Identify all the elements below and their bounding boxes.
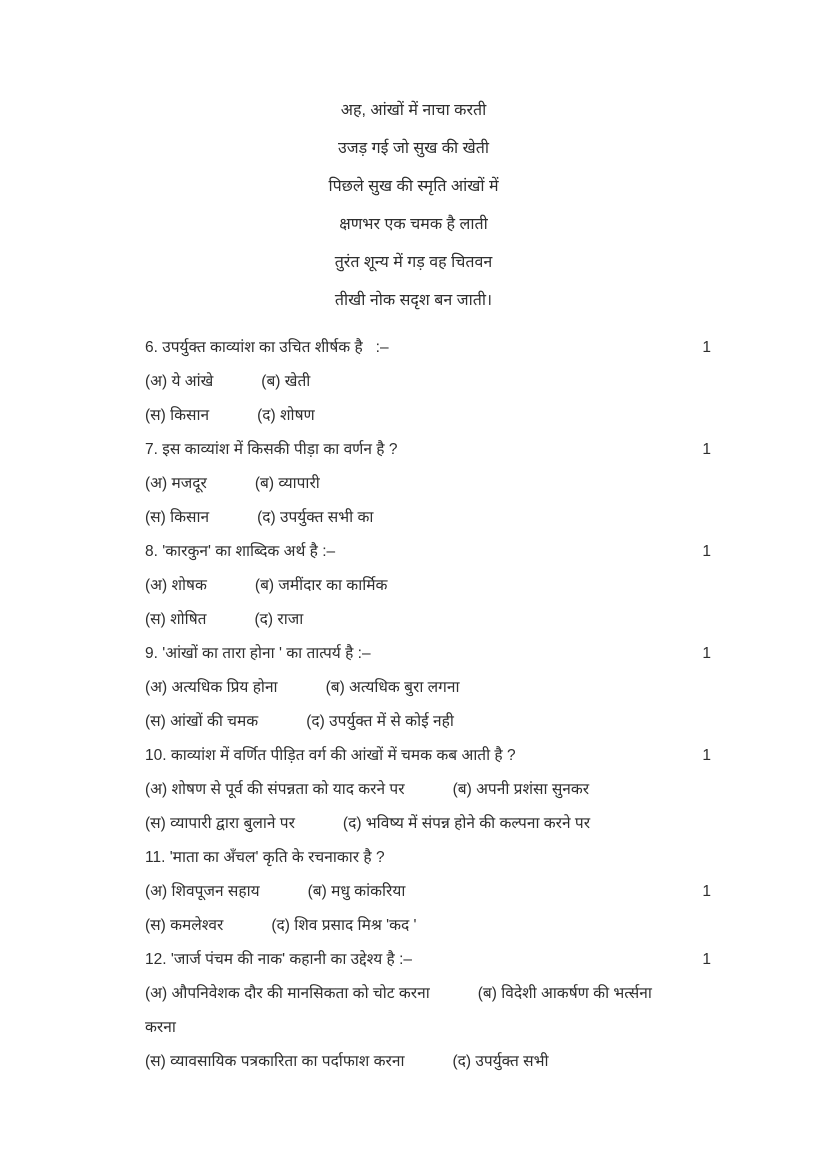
option-label: (ब)	[261, 373, 281, 390]
option-label: (ब)	[325, 679, 345, 696]
option	[254, 611, 303, 628]
question-text-line	[145, 637, 711, 671]
question-block	[145, 637, 711, 739]
option-text: उपर्युक्त में से कोई नही	[324, 713, 454, 730]
option-text: आंखों की चमक	[165, 713, 259, 730]
question-block	[145, 943, 711, 1079]
question-text: इस काव्यांश में किसकी पीड़ा का वर्णन है ?	[157, 441, 398, 458]
option	[145, 917, 223, 934]
question-marks: 1	[702, 543, 711, 560]
option-gap	[278, 691, 326, 692]
option-gap	[258, 725, 306, 726]
question-number: 7.	[145, 441, 158, 458]
option-gap	[206, 623, 254, 624]
question-text: 'जार्ज पंचम की नाक' कहानी का उद्देश्य है :–	[166, 951, 413, 968]
option-label: (अ)	[145, 373, 168, 390]
option-text: मजदूर	[167, 475, 207, 492]
option-text: औपनिवेशक दौर की मानसिकता को चोट करना	[167, 985, 430, 1002]
option-text: उपर्युक्त सभी	[471, 1053, 549, 1070]
option	[145, 611, 206, 628]
question-number: 9.	[145, 645, 158, 662]
option-text: अत्यधिक बुरा लगना	[344, 679, 460, 696]
question-marks: 1	[702, 441, 711, 458]
questions-list	[145, 331, 711, 1079]
question-marks: 1	[702, 645, 711, 662]
question-marks: 1	[702, 339, 711, 356]
option-gap	[223, 929, 271, 930]
option-text: शिवपूजन सहाय	[167, 883, 260, 900]
option-gap	[213, 385, 261, 386]
question-number: 10.	[145, 747, 167, 764]
option-label: (स)	[145, 917, 166, 934]
option-text: अत्यधिक प्रिय होना	[167, 679, 278, 696]
question-text: काव्यांश में वर्णित पीड़ित वर्ग की आंखों में चमक कब आती है ?	[166, 747, 516, 764]
option-row	[145, 977, 711, 1045]
question-text-line	[145, 535, 711, 569]
option-text: शोषण	[275, 407, 315, 424]
option	[145, 985, 430, 1002]
poem-line: पिछले सुख की स्मृति आंखों में	[328, 178, 499, 195]
option-text: शोषण से पूर्व की संपन्नता को याद करने पर	[167, 781, 405, 798]
option-gap	[209, 521, 257, 522]
question-text: 'आंखों का तारा होना ' का तात्पर्य है :–	[157, 645, 371, 662]
option-row	[145, 467, 711, 501]
option-gap	[207, 589, 255, 590]
option-text: भविष्य में संपन्न होने की कल्पना करने पर	[361, 815, 591, 832]
option-text: जमींदार का कार्मिक	[274, 577, 388, 594]
option-text: शिव प्रसाद मिश्र 'कद '	[289, 917, 417, 934]
option	[255, 577, 388, 594]
option-text: शोषक	[167, 577, 207, 594]
option	[453, 781, 590, 798]
option	[145, 407, 209, 424]
option-label: (स)	[145, 815, 166, 832]
question-marks: 1	[702, 883, 711, 900]
poem-line: तीखी नोक सदृश बन जाती।	[334, 292, 493, 309]
option-label: (द)	[271, 917, 290, 934]
question-block	[145, 331, 711, 433]
option-label: (ब)	[307, 883, 327, 900]
option	[145, 713, 258, 730]
poem-line: क्षणभर एक चमक है लाती	[339, 216, 488, 233]
question-block	[145, 739, 711, 841]
option-row	[145, 603, 711, 637]
option-text: उपर्युक्त सभी का	[275, 509, 374, 526]
option-label: (द)	[257, 509, 276, 526]
question-number: 12.	[145, 951, 167, 968]
option	[145, 815, 295, 832]
option-row	[145, 671, 711, 705]
option-label: (स)	[145, 509, 166, 526]
option-text: व्यापारी द्वारा बुलाने पर	[165, 815, 295, 832]
option	[343, 815, 590, 832]
question-number: 6.	[145, 339, 158, 356]
option-label: (द)	[342, 815, 362, 832]
option-text: राजा	[273, 611, 304, 628]
option-row	[145, 501, 711, 535]
option-row	[145, 875, 711, 909]
question-text-line	[145, 331, 711, 365]
option	[145, 373, 213, 390]
option-row	[145, 569, 711, 603]
option-label: (अ)	[145, 577, 168, 594]
option-gap	[207, 487, 255, 488]
question-text: 'कारकुन' का शाब्दिक अर्थ है :–	[157, 543, 336, 560]
option	[145, 781, 405, 798]
option	[145, 475, 207, 492]
question-text-line	[145, 943, 711, 977]
option-label: (द)	[452, 1053, 472, 1070]
option	[145, 1053, 405, 1070]
poem-line: उजड़ गई जो सुख की खेती	[338, 140, 489, 157]
option-text: किसान	[165, 407, 210, 424]
option-row	[145, 365, 711, 399]
question-number: 8.	[145, 543, 158, 560]
option-label: (अ)	[145, 475, 168, 492]
question-marks: 1	[702, 951, 711, 968]
option	[145, 883, 260, 900]
question-block	[145, 841, 711, 943]
option-row	[145, 909, 711, 943]
option	[306, 713, 454, 730]
option	[453, 1053, 549, 1070]
option-label: (ब)	[452, 781, 472, 798]
option-label: (स)	[145, 407, 166, 424]
option	[261, 373, 310, 390]
option-label: (अ)	[145, 883, 168, 900]
option-text: किसान	[165, 509, 210, 526]
question-block	[145, 535, 711, 637]
option	[257, 509, 373, 526]
option	[308, 883, 406, 900]
question-text: उपर्युक्त काव्यांश का उचित शीर्षक है :–	[157, 339, 389, 356]
question-number: 11.	[145, 849, 166, 866]
option-gap	[209, 419, 257, 420]
option-gap	[405, 793, 453, 794]
option-text: शोषित	[165, 611, 207, 628]
option-label: (स)	[145, 713, 166, 730]
option-text: कमलेश्वर	[165, 917, 224, 934]
option-label: (अ)	[145, 985, 168, 1002]
option-text: विदेशी आकर्षण की भर्त्सना करना	[145, 985, 657, 1036]
option-text: ये आंखे	[167, 373, 214, 390]
option-label: (द)	[254, 611, 274, 628]
option-row	[145, 399, 711, 433]
option-row	[145, 807, 711, 841]
poem-stanza	[0, 92, 827, 320]
option-row	[145, 1045, 711, 1079]
option	[271, 917, 416, 934]
option-label: (ब)	[254, 577, 275, 594]
option-text: अपनी प्रशंसा सुनकर	[471, 781, 590, 798]
option-gap	[405, 1065, 453, 1066]
option-text: व्यापारी	[274, 475, 320, 492]
option-label: (द)	[306, 713, 325, 730]
option-label: (अ)	[145, 679, 168, 696]
option-row	[145, 773, 711, 807]
option-label: (स)	[145, 611, 166, 628]
option-text: व्यावसायिक पत्रकारिता का पर्दाफाश करना	[165, 1053, 405, 1070]
question-text-line	[145, 739, 711, 773]
question-block	[145, 433, 711, 535]
option	[145, 509, 209, 526]
option-gap	[260, 895, 308, 896]
option	[255, 475, 320, 492]
option-gap	[430, 997, 478, 998]
option-label: (स)	[145, 1053, 166, 1070]
option-label: (अ)	[145, 781, 168, 798]
question-text-line	[145, 433, 711, 467]
option	[145, 679, 278, 696]
option-text: खेती	[280, 373, 311, 390]
option	[257, 407, 315, 424]
option	[145, 577, 207, 594]
question-marks: 1	[702, 747, 711, 764]
option-label: (द)	[257, 407, 276, 424]
option-row	[145, 705, 711, 739]
option-label: (ब)	[477, 985, 497, 1002]
option-gap	[295, 827, 343, 828]
option	[326, 679, 460, 696]
question-text-line	[145, 841, 711, 875]
option-text: मधु कांकरिया	[326, 883, 406, 900]
option-label: (ब)	[254, 475, 275, 492]
poem-line: अह, आंखों में नाचा करती	[340, 102, 487, 119]
question-text: 'माता का अँचल' कृति के रचनाकार है ?	[165, 849, 385, 866]
poem-line: तुरंत शून्य में गड़ वह चितवन	[334, 254, 493, 271]
